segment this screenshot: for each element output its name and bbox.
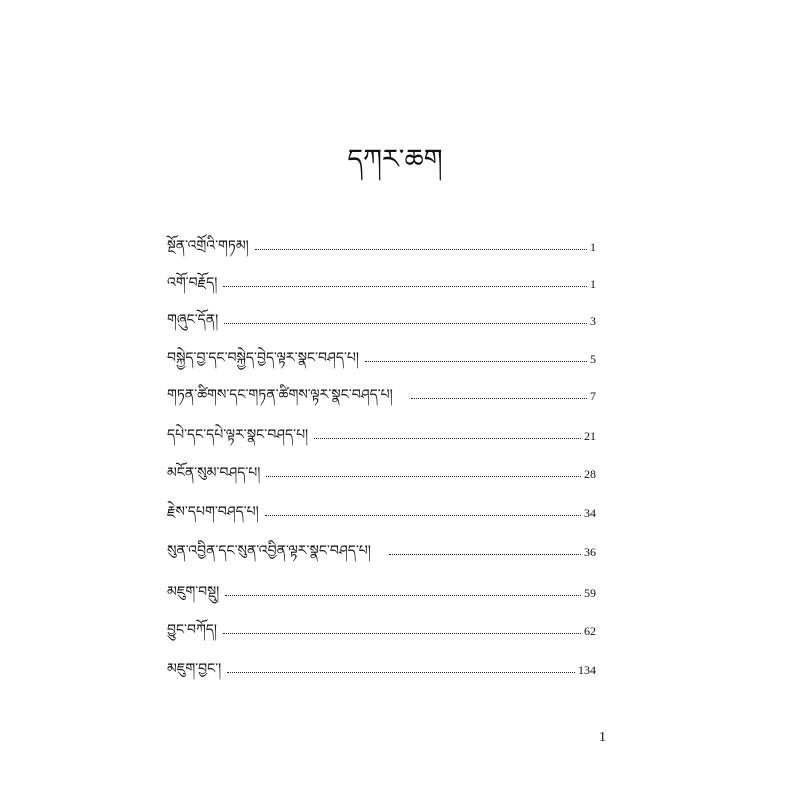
toc-entry-label: མཇུག་བྱང་། [167, 661, 222, 677]
toc-entry-label: དཔེ་དང་དཔེ་ལྟར་སྣང་བཤད་པ། [167, 427, 309, 443]
toc-entry-page: 134 [578, 663, 596, 677]
page-number: 1 [599, 730, 606, 745]
toc-entry-page: 62 [584, 624, 596, 638]
toc-entry[interactable] [167, 375, 596, 405]
dot-leader [225, 594, 581, 596]
dot-leader [411, 397, 587, 399]
dot-leader [389, 553, 581, 555]
toc-entry-page: 5 [590, 352, 596, 366]
toc-entry[interactable] [167, 572, 596, 602]
toc-entry-label: སྔོན་འགྲོའི་གཏམ། [167, 238, 249, 254]
toc-entry[interactable] [167, 263, 596, 293]
toc-entry-label: སུན་འབྱིན་དང་སུན་འབྱིན་ལྟར་སྣང་བཤད་པ། [167, 543, 371, 559]
toc-entry-page: 59 [584, 586, 596, 600]
toc-entry[interactable] [167, 610, 596, 640]
toc-entry-label: གཏན་ཚིགས་དང་གཏན་ཚིགས་ལྟར་སྣང་བཤད་པ། [167, 387, 393, 403]
dot-leader [365, 360, 587, 362]
toc-entry-page: 34 [584, 506, 596, 520]
toc-entry-page: 28 [584, 467, 596, 481]
toc-entry[interactable] [167, 649, 596, 679]
toc-entry-label: བྱུང་བཀོད། [167, 622, 218, 638]
dot-leader [223, 632, 581, 634]
toc-entry-page: 7 [590, 389, 596, 403]
toc-entry[interactable] [167, 415, 596, 445]
toc-entry-page: 3 [590, 314, 596, 328]
toc-entry-page: 1 [590, 277, 596, 291]
dot-leader [255, 248, 587, 250]
toc-entry-page: 21 [584, 429, 596, 443]
toc-entry[interactable] [167, 338, 596, 368]
dot-leader [224, 322, 587, 324]
toc-entry-label: མངོན་སུམ་བཤད་པ། [167, 465, 261, 481]
toc-entry[interactable] [167, 300, 596, 330]
toc-entry[interactable] [167, 531, 596, 561]
dot-leader [223, 285, 587, 287]
toc-entry[interactable] [167, 492, 596, 522]
dot-leader [227, 671, 575, 673]
toc-entry-page: 36 [584, 545, 596, 559]
toc-entry[interactable] [167, 226, 596, 256]
toc-entry-label: བསྐྱེད་བྱ་དང་བསྐྱེད་བྱེད་ལྟར་སྣང་བཤད་པ། [167, 350, 359, 366]
toc-entry-label: གཞུང་དོན། [167, 312, 219, 328]
toc-entry-label: རྗེས་དཔག་བཤད་པ། [167, 504, 259, 520]
toc-entry-label: འགོ་བརྗོད། [167, 275, 218, 291]
page-title: དཀར་ཆག [347, 144, 443, 175]
toc-entry[interactable] [167, 453, 596, 483]
toc-entry-page: 1 [590, 240, 596, 254]
dot-leader [265, 514, 581, 516]
dot-leader [266, 475, 581, 477]
dot-leader [314, 437, 581, 439]
toc-entry-label: མཇུག་བསྡུ། [167, 584, 220, 600]
